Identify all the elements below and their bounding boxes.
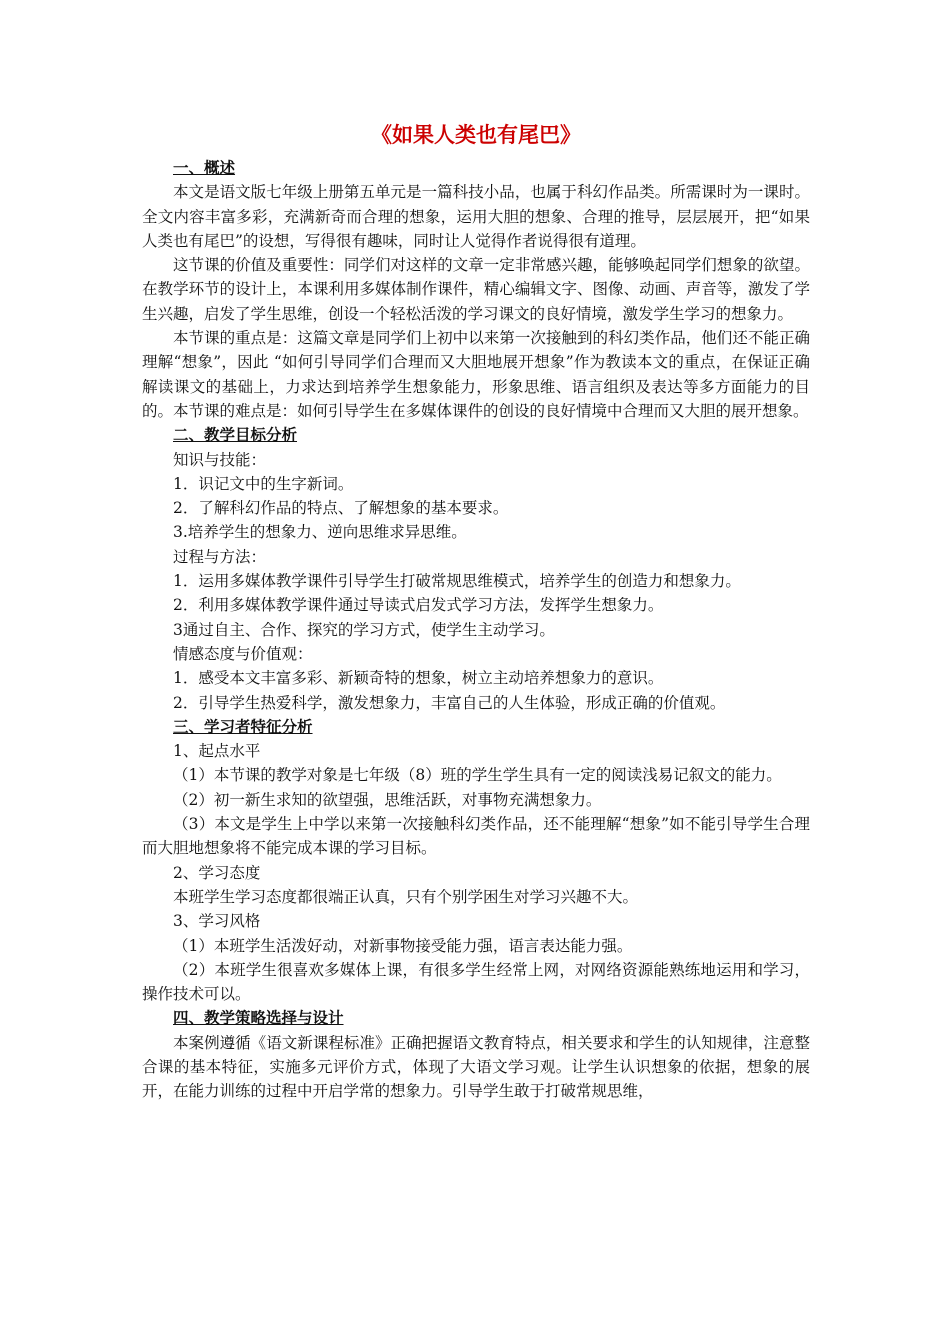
paragraph: 本文是语文版七年级上册第五单元是一篇科技小品，也属于科幻作品类。所需课时为一课时。全文内容丰富多彩，充满新奇而合理的想象，运用大胆的想象、合理的推导，层层展开，把“如果人类也有尾巴”的设想，写得很有趣味，同时让人觉得作者说得很有道理。 bbox=[142, 183, 810, 250]
list-item: 2．利用多媒体教学课件通过导读式启发式学习方法，发挥学生想象力。 bbox=[173, 596, 664, 615]
sub-heading: 知识与技能： bbox=[173, 450, 267, 469]
list-item: 1．感受本文丰富多彩、新颖奇特的想象，树立主动培养想象力的意识。 bbox=[173, 669, 664, 688]
sub-heading: 过程与方法： bbox=[173, 547, 267, 566]
list-item: 1．识记文中的生字新词。 bbox=[173, 474, 354, 493]
sub-heading: 2、学习态度 bbox=[173, 863, 261, 882]
list-item: （1）本节课的教学对象是七年级（8）班的学生学生具有一定的阅读浅易记叙文的能力。 bbox=[173, 766, 782, 785]
section-heading: 三、学习者特征分析 bbox=[173, 717, 313, 736]
list-item: 3通过自主、合作、探究的学习方式，使学生主动学习。 bbox=[173, 620, 555, 639]
sub-heading: 1、起点水平 bbox=[173, 742, 261, 761]
list-item: （2）本班学生很喜欢多媒体上课，有很多学生经常上网，对网络资源能熟练地运用和学习，操作技术可以。 bbox=[142, 960, 810, 1004]
section-objectives bbox=[142, 423, 810, 715]
list-item: 2．引导学生热爱科学，激发想象力，丰富自己的人生体验，形成正确的价值观。 bbox=[173, 693, 726, 712]
list-item: （2）初一新生求知的欲望强，思维活跃，对事物充满想象力。 bbox=[173, 790, 602, 809]
list-item: 3.培养学生的想象力、逆向思维求异思维。 bbox=[173, 523, 467, 542]
section-learner-analysis bbox=[142, 715, 810, 1007]
document-title: 《如果人类也有尾巴》 bbox=[371, 123, 581, 147]
list-item: 1．运用多媒体教学课件引导学生打破常规思维模式，培养学生的创造力和想象力。 bbox=[173, 572, 741, 591]
section-strategy bbox=[142, 1006, 810, 1103]
paragraph: 这节课的价值及重要性：同学们对这样的文章一定非常感兴趣，能够唤起同学们想象的欲望。在教学环节的设计上，本课利用多媒体制作课件，精心编辑文字、图像、动画、声音等，激发了学生兴趣，启发了学生思维，创设一个轻松活泼的学习课文的良好情境，激发学生学习的想象力。 bbox=[142, 256, 810, 323]
list-item: 2．了解科幻作品的特点、了解想象的基本要求。 bbox=[173, 499, 509, 518]
list-item: （1）本班学生活泼好动，对新事物接受能力强，语言表达能力强。 bbox=[173, 936, 633, 955]
paragraph: 本节课的重点是：这篇文章是同学们上初中以来第一次接触到的科幻类作品，他们还不能正确理解“想象”，因此 “如何引导同学们合理而又大胆地展开想象”作为教读本文的重点，在保证正确解读课文的基础上，力求达到培养学生想象能力，形象思维、语言组织及表达等多方面能力的目的。本节课的难点是：如何引导学生在多媒体课件的创设的良好情境中合理而又大胆的展开想象。 bbox=[142, 329, 810, 420]
paragraph: 本班学生学习态度都很端正认真，只有个别学困生对学习兴趣不大。 bbox=[173, 887, 639, 906]
section-heading: 二、教学目标分析 bbox=[173, 426, 298, 445]
section-heading: 一、概述 bbox=[173, 159, 236, 177]
section-overview bbox=[142, 156, 810, 423]
paragraph: 本案例遵循《语文新课程标准》正确把握语文教育特点，相关要求和学生的认知规律，注意整合课的基本特征，实施多元评价方式，体现了大语文学习观。让学生认识想象的依据，想象的展开，在能力训练的过程中开启学常的想象力。引导学生敢于打破常规思维， bbox=[142, 1033, 810, 1101]
sub-heading: 3、学习风格 bbox=[173, 912, 261, 931]
list-item: （3）本文是学生上中学以来第一次接触科幻类作品，还不能理解“想象”如不能引导学生合理而大胆地想象将不能完成本课的学习目标。 bbox=[142, 815, 810, 858]
section-heading: 四、教学策略选择与设计 bbox=[173, 1009, 344, 1028]
sub-heading: 情感态度与价值观： bbox=[173, 644, 313, 663]
